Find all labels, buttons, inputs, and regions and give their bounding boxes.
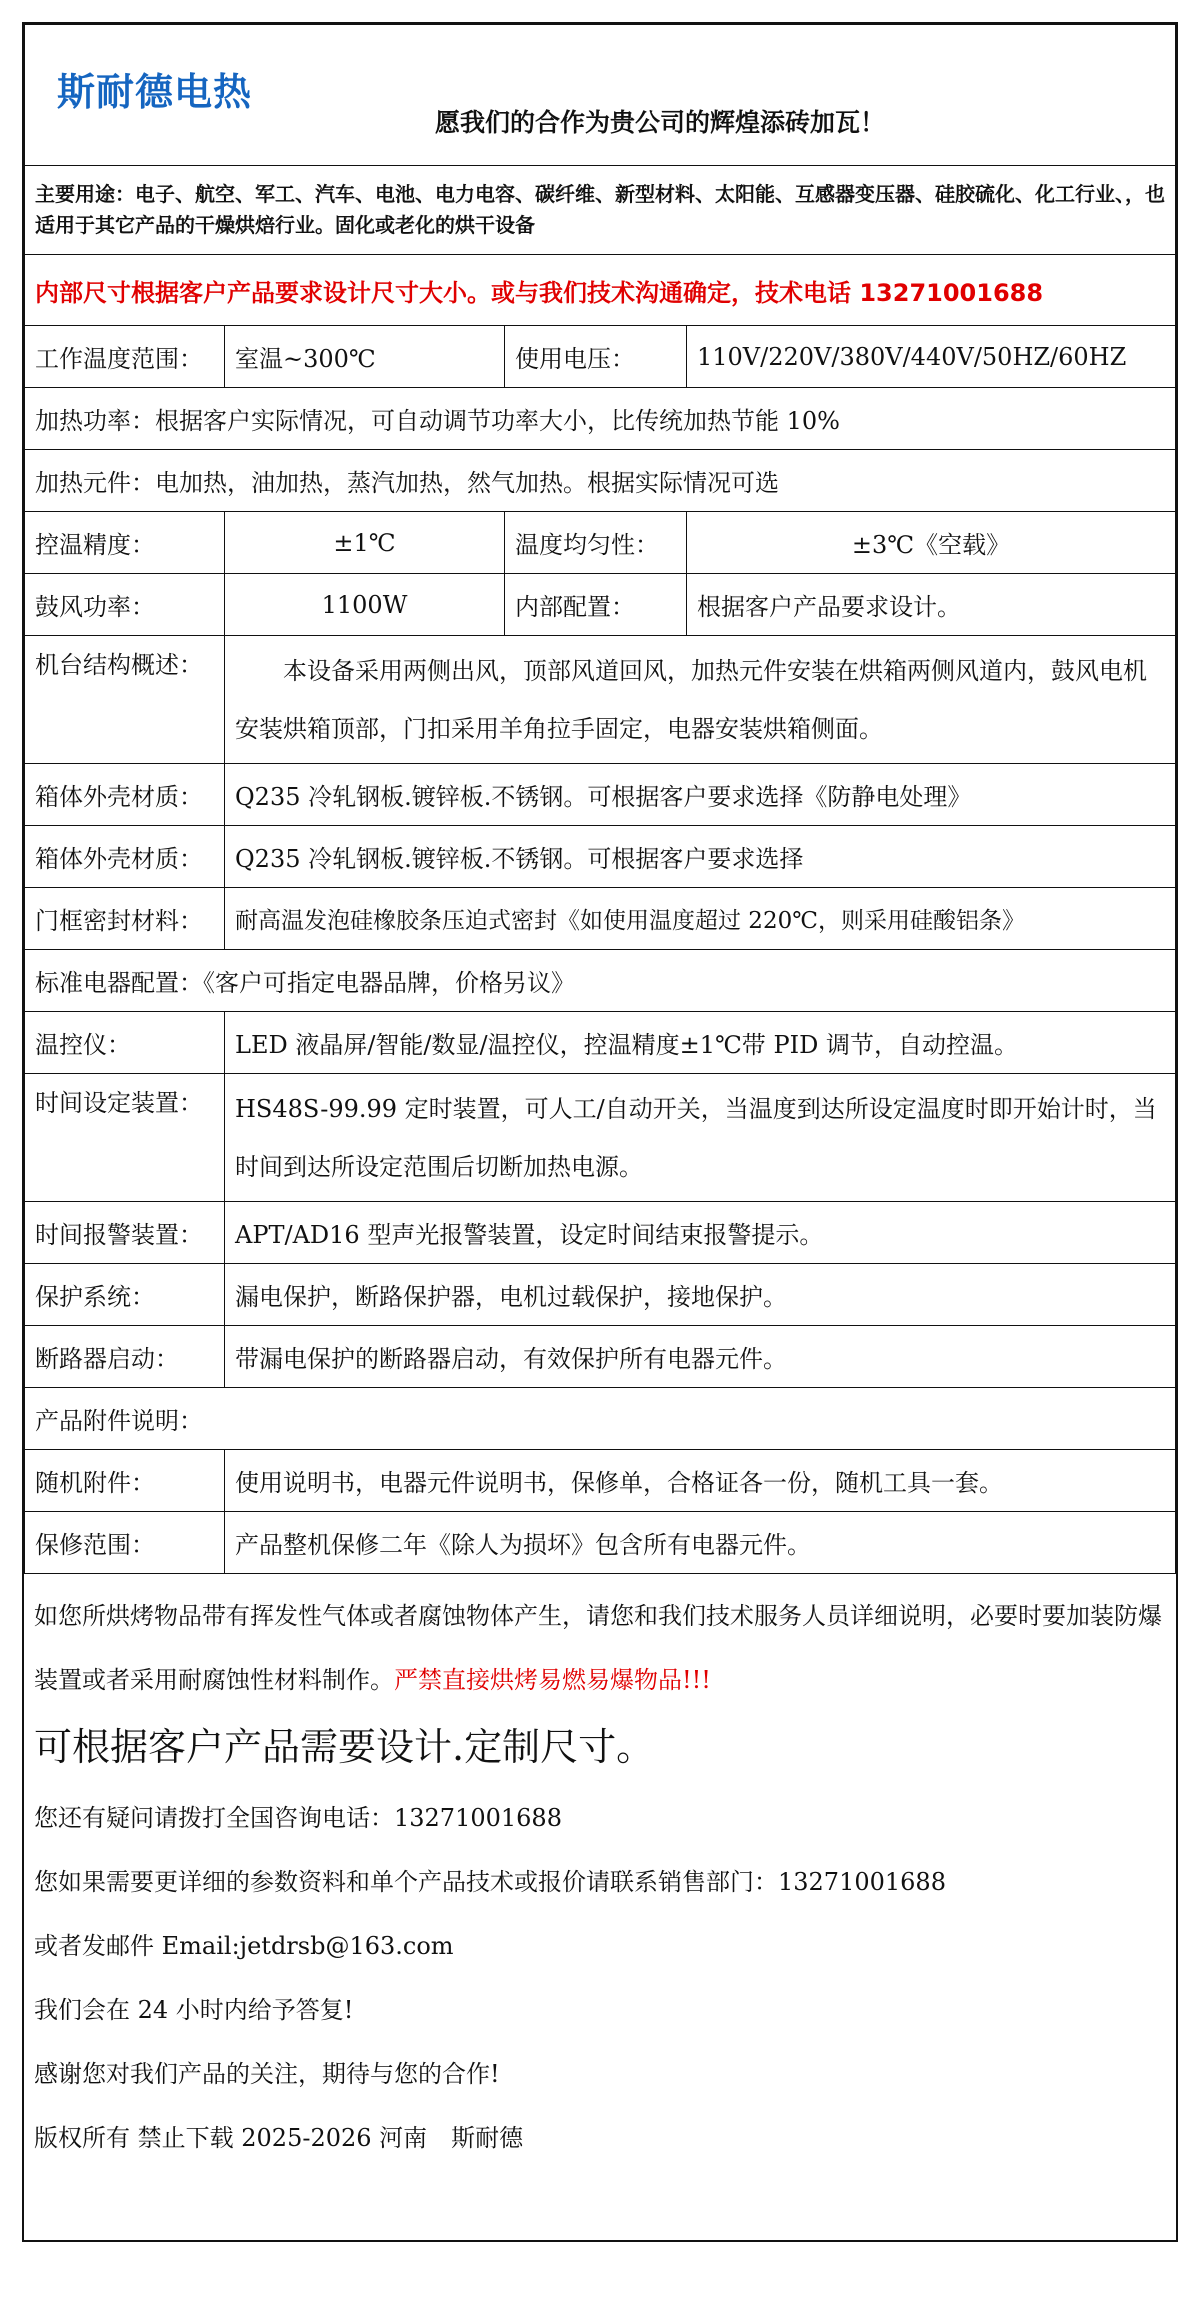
included-value: 使用说明书，电器元件说明书，保修单，合格证各一份，随机工具一套。	[225, 1450, 1176, 1512]
gas-notice: 如您所烘烤物品带有挥发性气体或者腐蚀物体产生，请您和我们技术服务人员详细说明，必要时要加装防爆装置或者采用耐腐蚀性材料制作。	[34, 1602, 1162, 1694]
uniformity-value: ±3℃《空载》	[687, 512, 1176, 574]
copyright: 版权所有 禁止下载 2025-2026 河南 斯耐德	[34, 2124, 524, 2152]
reply-promise: 我们会在 24 小时内给予答复!	[34, 1996, 354, 2024]
company-logo: 斯耐德电热	[57, 70, 253, 114]
timer-value: HS48S-99.99 定时装置，可人工/自动开关，当温度到达所设定温度时即开始计时，当时间到达所设定范围后切断加热电源。	[225, 1074, 1176, 1202]
size-notice: 内部尺寸根据客户产品要求设计尺寸大小。或与我们技术沟通确定，技术电话 13271001688	[25, 255, 1176, 326]
voltage-label: 使用电压：	[505, 326, 687, 388]
seal-label: 门框密封材料：	[25, 888, 225, 950]
slogan: 愿我们的合作为贵公司的辉煌添砖加瓦！	[435, 108, 886, 137]
thanks-note: 感谢您对我们产品的关注，期待与您的合作!	[34, 2060, 500, 2088]
shell-material-label-2: 箱体外壳材质：	[25, 826, 225, 888]
controller-label: 温控仪：	[25, 1012, 225, 1074]
gas-warning: 严禁直接烘烤易燃易爆物品!!!	[394, 1666, 711, 1694]
internal-config-label: 内部配置：	[505, 574, 687, 636]
breaker-value: 带漏电保护的断路器启动，有效保护所有电器元件。	[225, 1326, 1176, 1388]
protection-label: 保护系统：	[25, 1264, 225, 1326]
heating-power: 加热功率：根据客户实际情况，可自动调节功率大小，比传统加热节能 10%	[25, 388, 1176, 450]
fan-power-label: 鼓风功率：	[25, 574, 225, 636]
controller-value: LED 液晶屏/智能/数显/温控仪，控温精度±1℃带 PID 调节，自动控温。	[225, 1012, 1176, 1074]
structure-value: 本设备采用两侧出风，顶部风道回风，加热元件安装在烘箱两侧风道内，鼓风电机安装烘箱顶部，门扣采用羊角拉手固定，电器安装烘箱侧面。	[225, 636, 1176, 764]
protection-value: 漏电保护，断路保护器，电机过载保护，接地保护。	[225, 1264, 1176, 1326]
warranty-label: 保修范围：	[25, 1512, 225, 1574]
fan-power-value: 1100W	[225, 574, 505, 636]
heating-element: 加热元件：电加热，油加热，蒸汽加热，然气加热。根据实际情况可选	[25, 450, 1176, 512]
control-accuracy-label: 控温精度：	[25, 512, 225, 574]
breaker-label: 断路器启动：	[25, 1326, 225, 1388]
shell-material-value-2: Q235 冷轧钢板.镀锌板.不锈钢。可根据客户要求选择	[225, 826, 1176, 888]
gas-notice-paragraph	[34, 1584, 1166, 1712]
uniformity-label: 温度均匀性：	[505, 512, 687, 574]
custom-size-note: 可根据客户产品需要设计.定制尺寸。	[34, 1725, 655, 1769]
seal-value: 耐高温发泡硅橡胶条压迫式密封《如使用温度超过 220℃，则采用硅酸铝条》	[225, 888, 1176, 950]
spec-sheet	[22, 22, 1178, 2242]
spec-table	[24, 24, 1176, 1574]
timer-label: 时间设定装置：	[25, 1074, 225, 1202]
usage-description: 主要用途：电子、航空、军工、汽车、电池、电力电容、碳纤维、新型材料、太阳能、互感器变压器、硅胶硫化、化工行业、，也适用于其它产品的干燥烘焙行业。固化或老化的烘干设备	[25, 166, 1176, 255]
email-contact: 或者发邮件 Email:jetdrsb@163.com	[34, 1932, 454, 1960]
control-accuracy-value: ±1℃	[225, 512, 505, 574]
shell-material-label: 箱体外壳材质：	[25, 764, 225, 826]
voltage-value: 110V/220V/380V/440V/50HZ/60HZ	[687, 326, 1176, 388]
accessories-title: 产品附件说明：	[25, 1388, 1176, 1450]
sales-contact: 您如果需要更详细的参数资料和单个产品技术或报价请联系销售部门：13271001688	[34, 1868, 946, 1896]
alarm-label: 时间报警装置：	[25, 1202, 225, 1264]
structure-label: 机台结构概述：	[25, 636, 225, 764]
temp-range-label: 工作温度范围：	[25, 326, 225, 388]
footer	[24, 1574, 1176, 2170]
internal-config-value: 根据客户产品要求设计。	[687, 574, 1176, 636]
hotline: 您还有疑问请拨打全国咨询电话：13271001688	[34, 1804, 562, 1832]
shell-material-value: Q235 冷轧钢板.镀锌板.不锈钢。可根据客户要求选择《防静电处理》	[225, 764, 1176, 826]
header-cell	[25, 25, 1176, 166]
electric-standard: 标准电器配置：《客户可指定电器品牌，价格另议》	[25, 950, 1176, 1012]
included-label: 随机附件：	[25, 1450, 225, 1512]
alarm-value: APT/AD16 型声光报警装置，设定时间结束报警提示。	[225, 1202, 1176, 1264]
warranty-value: 产品整机保修二年《除人为损坏》包含所有电器元件。	[225, 1512, 1176, 1574]
temp-range-value: 室温~300℃	[225, 326, 505, 388]
